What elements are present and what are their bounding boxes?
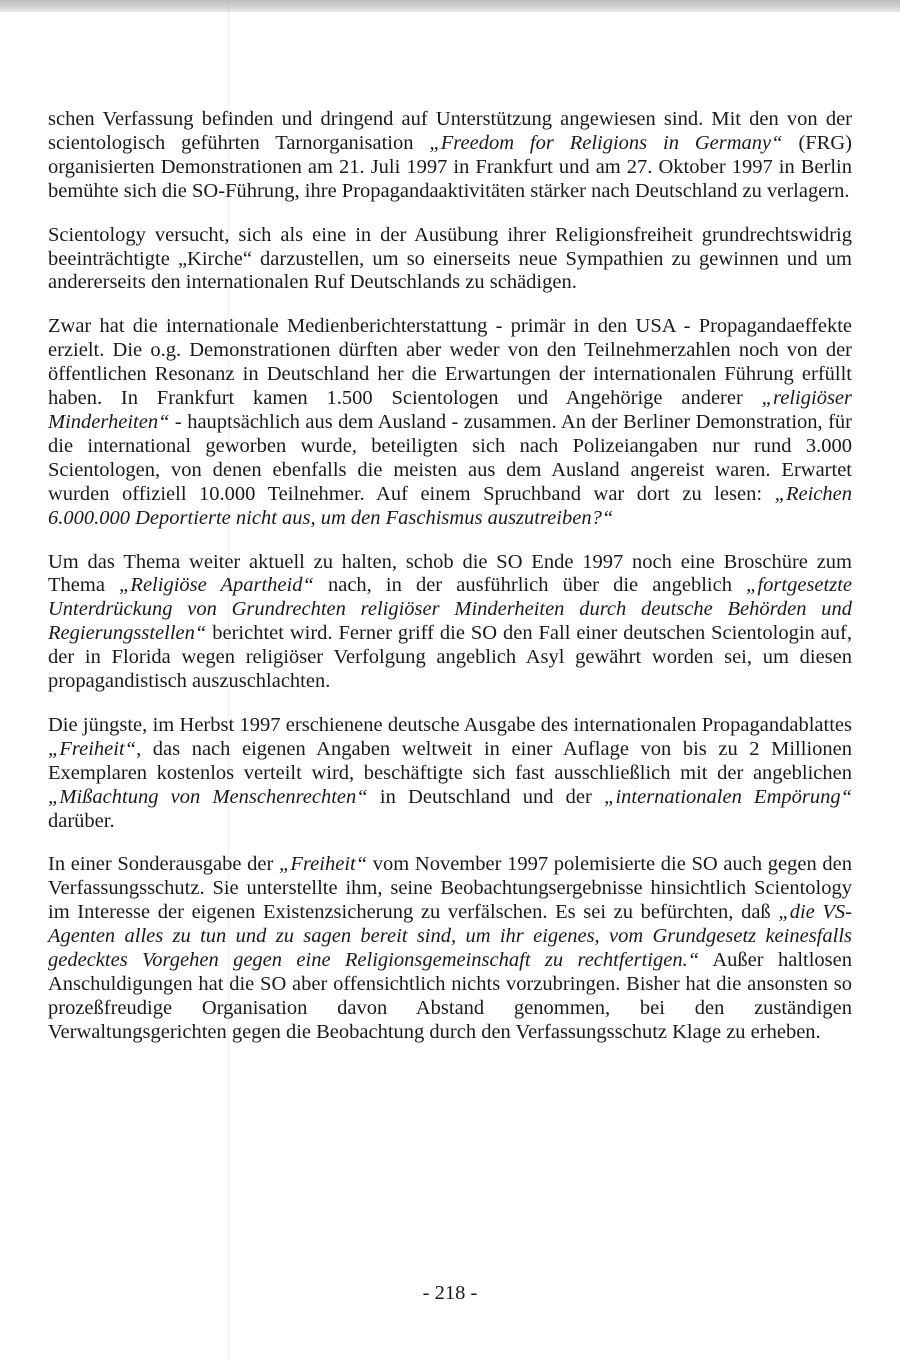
text-segment: nach, in der ausführlich über die angeblich: [313, 574, 747, 597]
paragraph-5: [48, 714, 852, 834]
text-segment: vom November 1997 polemisierte die SO auch gegen den Verfassungsschutz. Sie unterstellte ihm, seine Beobachtungsergebnisse hinsichtlich Scientology im Interesse der eigenen Existenzsicherung zu verfälschen. Es sei zu befürchten, daß: [48, 853, 852, 924]
text-segment: Um das Thema weiter aktuell zu halten, schob die SO Ende 1997 noch eine Broschüre zum Thema: [48, 550, 852, 597]
text-segment: schen Verfassung befinden und dringend auf Unterstützung angewiesen sind. Mit den von der scientologisch geführten Tarnorganisation: [48, 108, 852, 154]
paragraph-6: [48, 853, 852, 1044]
text-segment: (FRG) organisierten Demonstrationen am 21. Juli 1997 in Frankfurt und am 27. Oktober 1997 in Berlin bemühte sich die SO-Führung, ihre Propagandaaktivitäten stärker nach Deutschland zu verlagern.: [48, 131, 852, 202]
italic-quote: „religiöser Minderheiten“: [48, 387, 852, 433]
italic-quote: „Religiöse Apartheid“: [119, 574, 314, 597]
italic-quote: „internationalen Empörung“: [604, 785, 853, 808]
text-segment: darüber.: [48, 809, 115, 832]
text-segment: Außer haltlosen Anschuldigungen hat die SO aber offensichtlich nichts vorzubringen. Bisher hat die ansonsten so prozeßfreudige Organisation davon Abstand genommen, bei den zuständigen Verwaltungsgerichten gegen die Beobachtung durch den Verfassungsschutz Klage zu erheben.: [48, 949, 852, 1043]
scan-top-edge: [0, 0, 900, 12]
italic-quote: „Reichen 6.000.000 Deportierte nicht aus, um den Faschismus auszutreiben?“: [48, 482, 852, 529]
text-segment: , das nach eigenen Angaben weltweit in einer Auflage von bis zu 2 Millionen Exemplaren kostenlos verteilt wird, beschäftigte sich fast ausschließlich mit der angeblichen: [48, 737, 852, 784]
text-segment: Scientology versucht, sich als eine in der Ausübung ihrer Religionsfreiheit grundrechtswidrig beeinträchtigte „Kirche“ darzustellen, um so einerseits neue Sympathien zu gewinnen und um andererseits den internationalen Ruf Deutschlands zu schädigen.: [48, 223, 852, 294]
text-segment: - hauptsächlich aus dem Ausland - zusammen. An der Berliner Demonstration, für die international geworben wurde, beteiligten sich nach Polizeiangaben nur rund 3.000 Scientologen, von denen ebenfalls die meisten aus dem Ausland angereist waren. Erwartet wurden offiziell 10.000 Teilnehmer. Auf einem Spruchband war dort zu lesen:: [48, 410, 852, 505]
paragraph-2: [48, 224, 852, 296]
document-body: [48, 108, 852, 1065]
italic-quote: „Freedom for Religions in Germany“: [429, 131, 783, 154]
paragraph-3: [48, 315, 852, 530]
text-segment: berichtet wird. Ferner griff die SO den Fall einer deutschen Scientologin auf, der in Florida wegen religiöser Verfolgung angeblich Asyl gewährt worden sei, um diesen propagandistisch auszuschlachten.: [48, 622, 852, 693]
italic-quote: „Freiheit“: [48, 737, 137, 760]
italic-quote: „Freiheit“: [279, 853, 368, 876]
text-segment: in Deutschland und der: [367, 785, 605, 808]
paragraph-1: [48, 108, 852, 204]
italic-quote: „Mißachtung von Menschenrechten“: [48, 785, 368, 808]
italic-quote: „die VS-Agenten alles zu tun und zu sagen bereit sind, um ihr eigenes, vom Grundgesetz keinesfalls gedecktes Vorgehen gegen eine Religionsgemeinschaft zu rechtfertigen.“: [48, 901, 852, 972]
text-segment: Die jüngste, im Herbst 1997 erschienene deutsche Ausgabe des internationalen Propagandablattes: [48, 713, 852, 736]
italic-quote: „fortgesetzte Unterdrückung von Grundrechten religiöser Minderheiten durch deutsche Behörden und Regierungsstellen“: [48, 574, 852, 645]
text-segment: Zwar hat die internationale Medienberichterstattung - primär in den USA - Propagandaeffekte erzielt. Die o.g. Demonstrationen dürften aber weder von den Teilnehmerzahlen noch von der öffentlichen Resonanz in Deutschland her die Erwartungen der internationalen Führung erfüllt haben. In Frankfurt kamen 1.500 Scientologen und Angehörige anderer: [48, 315, 852, 410]
page-number: - 218 -: [422, 1282, 478, 1304]
paragraph-4: [48, 551, 852, 694]
text-segment: In einer Sonderausgabe der: [48, 853, 280, 876]
